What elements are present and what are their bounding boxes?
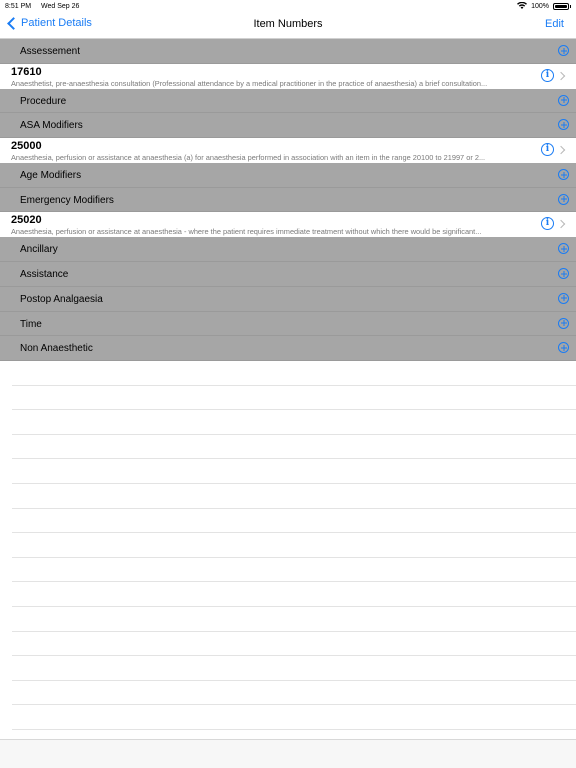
add-circle-icon[interactable] xyxy=(558,293,569,304)
empty-table-rows xyxy=(12,361,576,730)
add-circle-icon[interactable] xyxy=(558,268,569,279)
info-icon[interactable]: i xyxy=(541,217,554,230)
section-header-row xyxy=(0,113,576,138)
section-label: Assistance xyxy=(20,269,69,281)
empty-row-separator xyxy=(12,484,576,509)
section-header-row xyxy=(0,237,576,262)
item-description: Anaesthesia, perfusion or assistance at anaesthesia - where the patient requires immediate treatment without which there would be significant... xyxy=(11,227,482,237)
section-header-row xyxy=(0,262,576,287)
page-title: Item Numbers xyxy=(253,18,323,30)
empty-row-separator xyxy=(12,632,576,657)
back-button-label: Patient Details xyxy=(21,17,92,29)
battery-tip xyxy=(570,5,571,8)
status-time: 8:51 PM xyxy=(5,2,32,10)
empty-row-separator xyxy=(12,681,576,706)
battery-percent: 100% xyxy=(531,2,549,10)
status-left xyxy=(5,3,87,10)
empty-row-separator xyxy=(12,558,576,583)
item-code: 25020 xyxy=(11,214,42,227)
section-header-row xyxy=(0,163,576,188)
item-number-row[interactable] xyxy=(0,138,576,163)
section-header-row xyxy=(0,39,576,64)
empty-row-separator xyxy=(12,607,576,632)
chevron-right-icon xyxy=(557,146,565,154)
empty-row-separator xyxy=(12,509,576,534)
section-header-row xyxy=(0,336,576,361)
section-header-row xyxy=(0,89,576,114)
empty-row-separator xyxy=(12,533,576,558)
chevron-right-icon xyxy=(557,71,565,79)
add-circle-icon[interactable] xyxy=(558,194,569,205)
section-label: ASA Modifiers xyxy=(20,120,83,132)
section-label: Procedure xyxy=(20,95,67,107)
item-code: 17610 xyxy=(11,65,42,78)
empty-row-separator xyxy=(12,582,576,607)
section-label: Age Modifiers xyxy=(20,170,82,182)
add-circle-icon[interactable] xyxy=(558,45,569,56)
section-label: Non Anaesthetic xyxy=(20,343,93,355)
section-label: Assessement xyxy=(20,46,81,57)
add-circle-icon[interactable] xyxy=(558,243,569,254)
item-number-row[interactable] xyxy=(0,212,576,237)
item-number-list xyxy=(0,39,576,361)
bottom-toolbar xyxy=(0,739,576,768)
section-header-row xyxy=(0,312,576,337)
section-header-row xyxy=(0,287,576,312)
empty-row-separator xyxy=(12,410,576,435)
empty-row-separator xyxy=(12,435,576,460)
section-header-row xyxy=(0,188,576,213)
item-description: Anaesthesia, perfusion or assistance at anaesthesia (a) for anaesthesia performed in association with an item in the range 20100 to 21997 or 2... xyxy=(11,153,486,163)
add-circle-icon[interactable] xyxy=(558,119,569,130)
wifi-icon xyxy=(517,2,527,11)
add-circle-icon[interactable] xyxy=(558,342,569,353)
empty-row-separator xyxy=(12,361,576,386)
add-circle-icon[interactable] xyxy=(558,318,569,329)
info-icon[interactable]: i xyxy=(541,143,554,156)
status-right xyxy=(517,2,571,11)
section-label: Postop Analgaesia xyxy=(20,293,103,305)
empty-row-separator xyxy=(12,459,576,484)
info-icon[interactable]: i xyxy=(541,69,554,82)
battery-icon xyxy=(553,3,569,10)
chevron-right-icon xyxy=(557,220,565,228)
empty-row-separator xyxy=(12,386,576,411)
item-code: 25000 xyxy=(11,140,42,153)
empty-row-separator xyxy=(12,705,576,730)
add-circle-icon[interactable] xyxy=(558,95,569,106)
status-date: Wed Sep 26 xyxy=(41,2,80,10)
section-label: Time xyxy=(20,318,42,330)
status-bar xyxy=(0,0,576,12)
item-number-row[interactable] xyxy=(0,64,576,89)
add-circle-icon[interactable] xyxy=(558,169,569,180)
section-label: Ancillary xyxy=(20,244,58,256)
item-description: Anaesthetist, pre-anaesthesia consultation (Professional attendance by a medical practitioner in the practice of anaesthesia) a brief consultation... xyxy=(11,78,488,88)
navigation-bar xyxy=(0,12,576,39)
edit-button[interactable]: Edit xyxy=(545,18,564,30)
empty-row-separator xyxy=(12,656,576,681)
section-label: Emergency Modifiers xyxy=(20,194,114,206)
